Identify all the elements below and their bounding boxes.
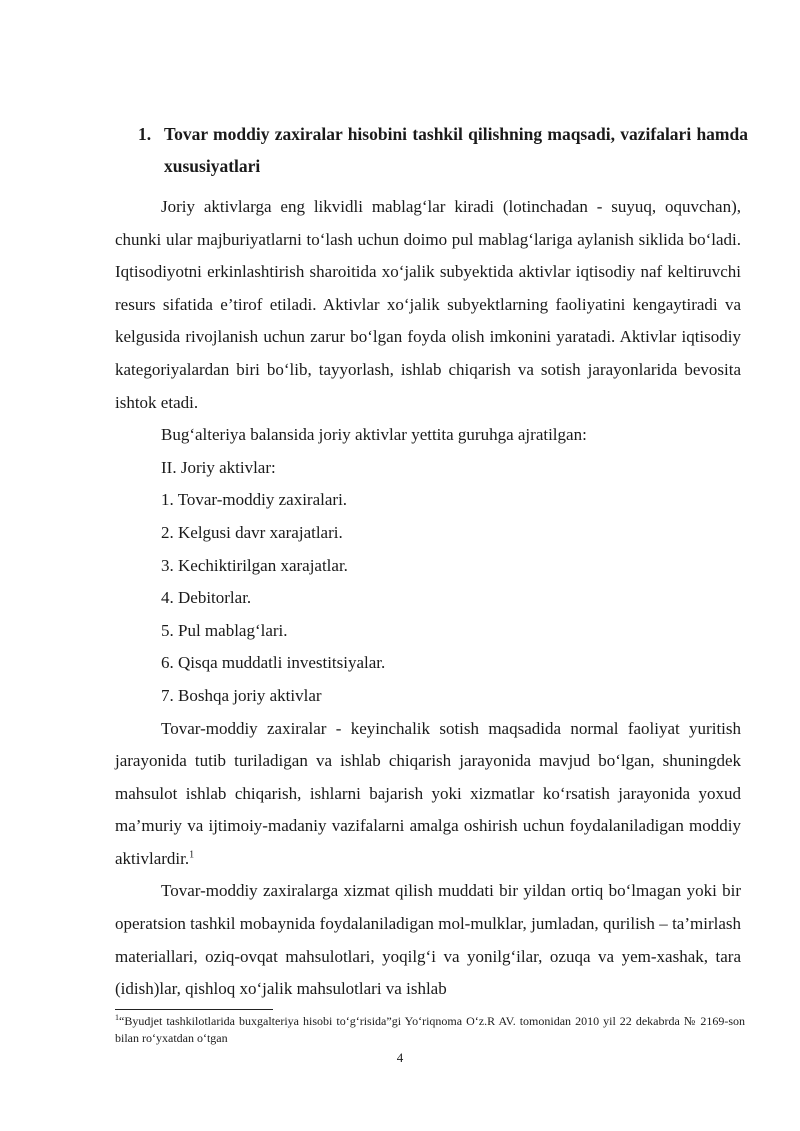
footnote	[115, 1013, 745, 1047]
list-item: 5. Pul mablag‘lari.	[161, 620, 288, 640]
list-item: 2. Kelgusi davr xarajatlari.	[161, 522, 343, 542]
paragraph: Tovar-moddiy zaxiralarga xizmat qilish muddati bir yildan ortiq bo‘lmagan yoki bir operatsion tashkil mobaynida foydalaniladigan mol-mulklar, jumladan, qurilish – ta’mirlash materiallari, oziq-ovqat mahsulotlari, yoqilg‘i va yonilg‘ilar, ozuqa va yem-xashak, tara (idish)lar, qishloq xo‘jalik mahsulotlari va ishlab	[115, 881, 741, 999]
paragraph-text: Tovar-moddiy zaxiralar - keyinchalik sotish maqsadida normal faoliyat yuritish jarayonida tutib turiladigan va ishlab chiqarish jarayonida mavjud bo‘lgan, shuningdek mahsulot ishlab chiqarish, ishlarni bajarish yoki xizmatlar ko‘rsatish jarayonida yoxud ma’muriy va ijtimoiy-madaniy vazifalarni amalga oshirish uchun foydalaniladigan moddiy aktivlardir.	[115, 718, 741, 868]
paragraph	[115, 713, 741, 876]
paragraph: Bug‘alteriya balansida joriy aktivlar yettita guruhga ajratilgan:	[161, 425, 587, 445]
footnote-separator	[115, 1009, 273, 1010]
paragraph: Joriy aktivlarga eng likvidli mablag‘lar kiradi (lotinchadan - suyuq, oquvchan), chunki ular majburiyatlarni to‘lash uchun doimo pul mablag‘lariga aylanish siklida bo‘ladi. Iqtisodiyotni erkinlashtirish sharoitida xo‘jalik subyektida aktivlar iqtisodiy naf keltiruvchi resurs sifatida e’tirof etiladi. Aktivlar xo‘jalik subyektlarning faoliyatini kengaytiradi va kelgusida rivojlanish uchun zarur bo‘lgan foyda olish imkonini yaratadi. Aktivlar iqtisodiy kategoriyalardan biri bo‘lib, tayyorlash, ishlab chiqarish va sotish jarayonlarida bevosita ishtok etadi.	[115, 197, 741, 412]
body-text	[115, 191, 741, 1006]
footnote-text: “Byudjet tashkilotlarida buxgalteriya hisobi to‘g‘risida”gi Yo‘riqnoma O‘z.R AV. tomonidan 2010 yil 22 dekabrda № 2169-son bilan ro‘yxatdan o‘tgan	[115, 1014, 745, 1045]
list-item: 3. Kechiktirilgan xarajatlar.	[161, 555, 348, 575]
heading-text: Tovar moddiy zaxiralar hisobini tashkil qilishning maqsadi, vazifalari hamda xususiyatlari	[164, 124, 748, 176]
footnote-mark: 1	[115, 1013, 119, 1022]
list-item: 6. Qisqa muddatli investitsiyalar.	[161, 653, 386, 673]
paragraph: II. Joriy aktivlar:	[161, 457, 276, 477]
page-number: 4	[396, 1050, 404, 1065]
list-item: 4. Debitorlar.	[161, 588, 252, 608]
list-item: 7. Boshqa joriy aktivlar	[161, 685, 322, 705]
list-item: 1. Tovar-moddiy zaxiralari.	[161, 490, 348, 510]
heading-number: 1.	[138, 124, 152, 144]
footnote-reference[interactable]: 1	[189, 849, 195, 861]
section-heading	[138, 118, 748, 182]
